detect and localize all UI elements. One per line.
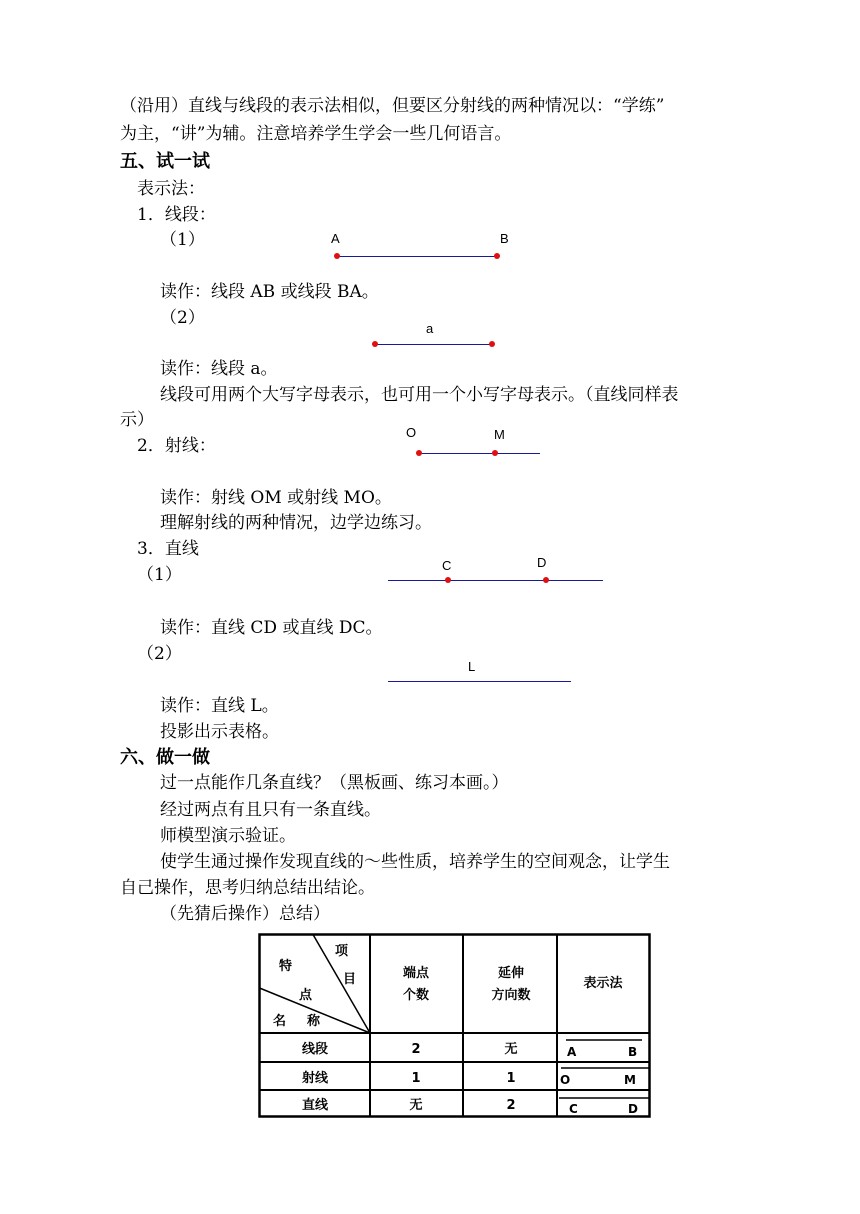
table-point-o: O (560, 1073, 571, 1087)
table-point-d: D (628, 1102, 638, 1116)
goal-line-1: 使学生通过操作发现直线的～些性质，培养学生的空间观念，让学生 (160, 852, 670, 872)
header-feature-char-1: 特 (279, 959, 293, 974)
sub-label-3: （1） (137, 565, 182, 585)
summary-table (258, 933, 651, 1118)
read-5: 读作：直线 L。 (160, 696, 279, 716)
line-cd-line (388, 580, 603, 581)
note-line-1: 线段可用两个大写字母表示，也可用一个小写字母表示。（直线同样表 (160, 385, 679, 405)
col-directions-line-1: 延伸 (497, 966, 525, 981)
row-endpoints: 1 (411, 1071, 421, 1086)
item-1-segment: 1．线段： (137, 205, 216, 225)
segment-a-end (489, 341, 495, 347)
point-m (492, 450, 498, 456)
point-d-label: D (537, 555, 547, 570)
row-endpoints: 无 (409, 1098, 423, 1113)
row-endpoints: 2 (411, 1042, 421, 1057)
col-directions-line-2: 方向数 (491, 988, 531, 1003)
understand-text: 理解射线的两种情况，边学边练习。 (160, 513, 432, 533)
point-o-label: O (406, 425, 417, 440)
summary-text: （先猜后操作）总结） (160, 904, 330, 924)
row-name: 射线 (301, 1071, 329, 1086)
projection-text: 投影出示表格。 (160, 722, 279, 742)
ray-om-line (419, 453, 540, 454)
header-feature-char-2: 点 (299, 988, 313, 1003)
header-name-char-1: 名 (273, 1014, 287, 1029)
header-item-char-2: 目 (343, 972, 357, 987)
point-b (494, 253, 500, 259)
col-endpoints-line-1: 端点 (402, 966, 430, 981)
table-point-a: A (567, 1045, 577, 1059)
sub-label-1: （1） (160, 230, 205, 250)
sub-label-4: （2） (137, 644, 182, 664)
point-b-label: B (500, 231, 509, 246)
goal-line-2: 自己操作，思考归纳总结出结论。 (120, 878, 375, 898)
sub-label-2: （2） (160, 308, 205, 328)
item-2-ray: 2．射线： (137, 436, 216, 456)
row-name: 线段 (301, 1042, 329, 1057)
point-c-label: C (442, 558, 452, 573)
row-name: 直线 (301, 1098, 329, 1113)
row-directions: 1 (506, 1071, 516, 1086)
segment-ab-line (337, 256, 497, 257)
read-1: 读作：线段 AB 或线段 BA。 (160, 282, 379, 302)
table-point-b: B (628, 1045, 638, 1059)
item-3-line: 3．直线 (137, 539, 199, 559)
question-text: 过一点能作几条直线？（黑板画、练习本画。） (160, 773, 509, 793)
col-endpoints-line-2: 个数 (402, 988, 430, 1003)
col-representation: 表示法 (583, 976, 623, 991)
read-3: 读作：射线 OM 或射线 MO。 (160, 488, 392, 508)
point-m-label: M (494, 427, 505, 442)
representation-heading: 表示法： (137, 179, 205, 199)
point-d (543, 577, 549, 583)
point-a (334, 253, 340, 259)
segment-a-label: a (426, 321, 434, 336)
demo-text: 师模型演示验证。 (160, 826, 296, 846)
section-6-title: 六、做一做 (120, 747, 210, 768)
point-c (445, 577, 451, 583)
segment-a-line (375, 344, 492, 345)
fact-text: 经过两点有且只有一条直线。 (160, 800, 381, 820)
intro-line-1: （沿用）直线与线段的表示法相似，但要区分射线的两种情况以：“学练” (120, 96, 665, 116)
table-point-m: M (624, 1073, 636, 1087)
intro-line-2: 为主，“讲”为辅。注意培养学生学会一些几何语言。 (120, 124, 512, 144)
row-directions: 2 (506, 1098, 516, 1113)
segment-a-start (372, 341, 378, 347)
point-o (416, 450, 422, 456)
header-item-char-1: 项 (335, 944, 349, 959)
header-name-char-2: 称 (307, 1014, 321, 1029)
read-4: 读作：直线 CD 或直线 DC。 (160, 618, 383, 638)
section-5-title: 五、试一试 (120, 151, 210, 172)
note-line-2: 示） (120, 410, 154, 430)
row-directions: 无 (504, 1042, 518, 1057)
line-l-label: L (468, 659, 476, 674)
line-l-line (388, 681, 571, 682)
read-2: 读作：线段 a。 (160, 359, 278, 379)
table-point-c: C (569, 1102, 578, 1116)
point-a-label: A (331, 231, 340, 246)
